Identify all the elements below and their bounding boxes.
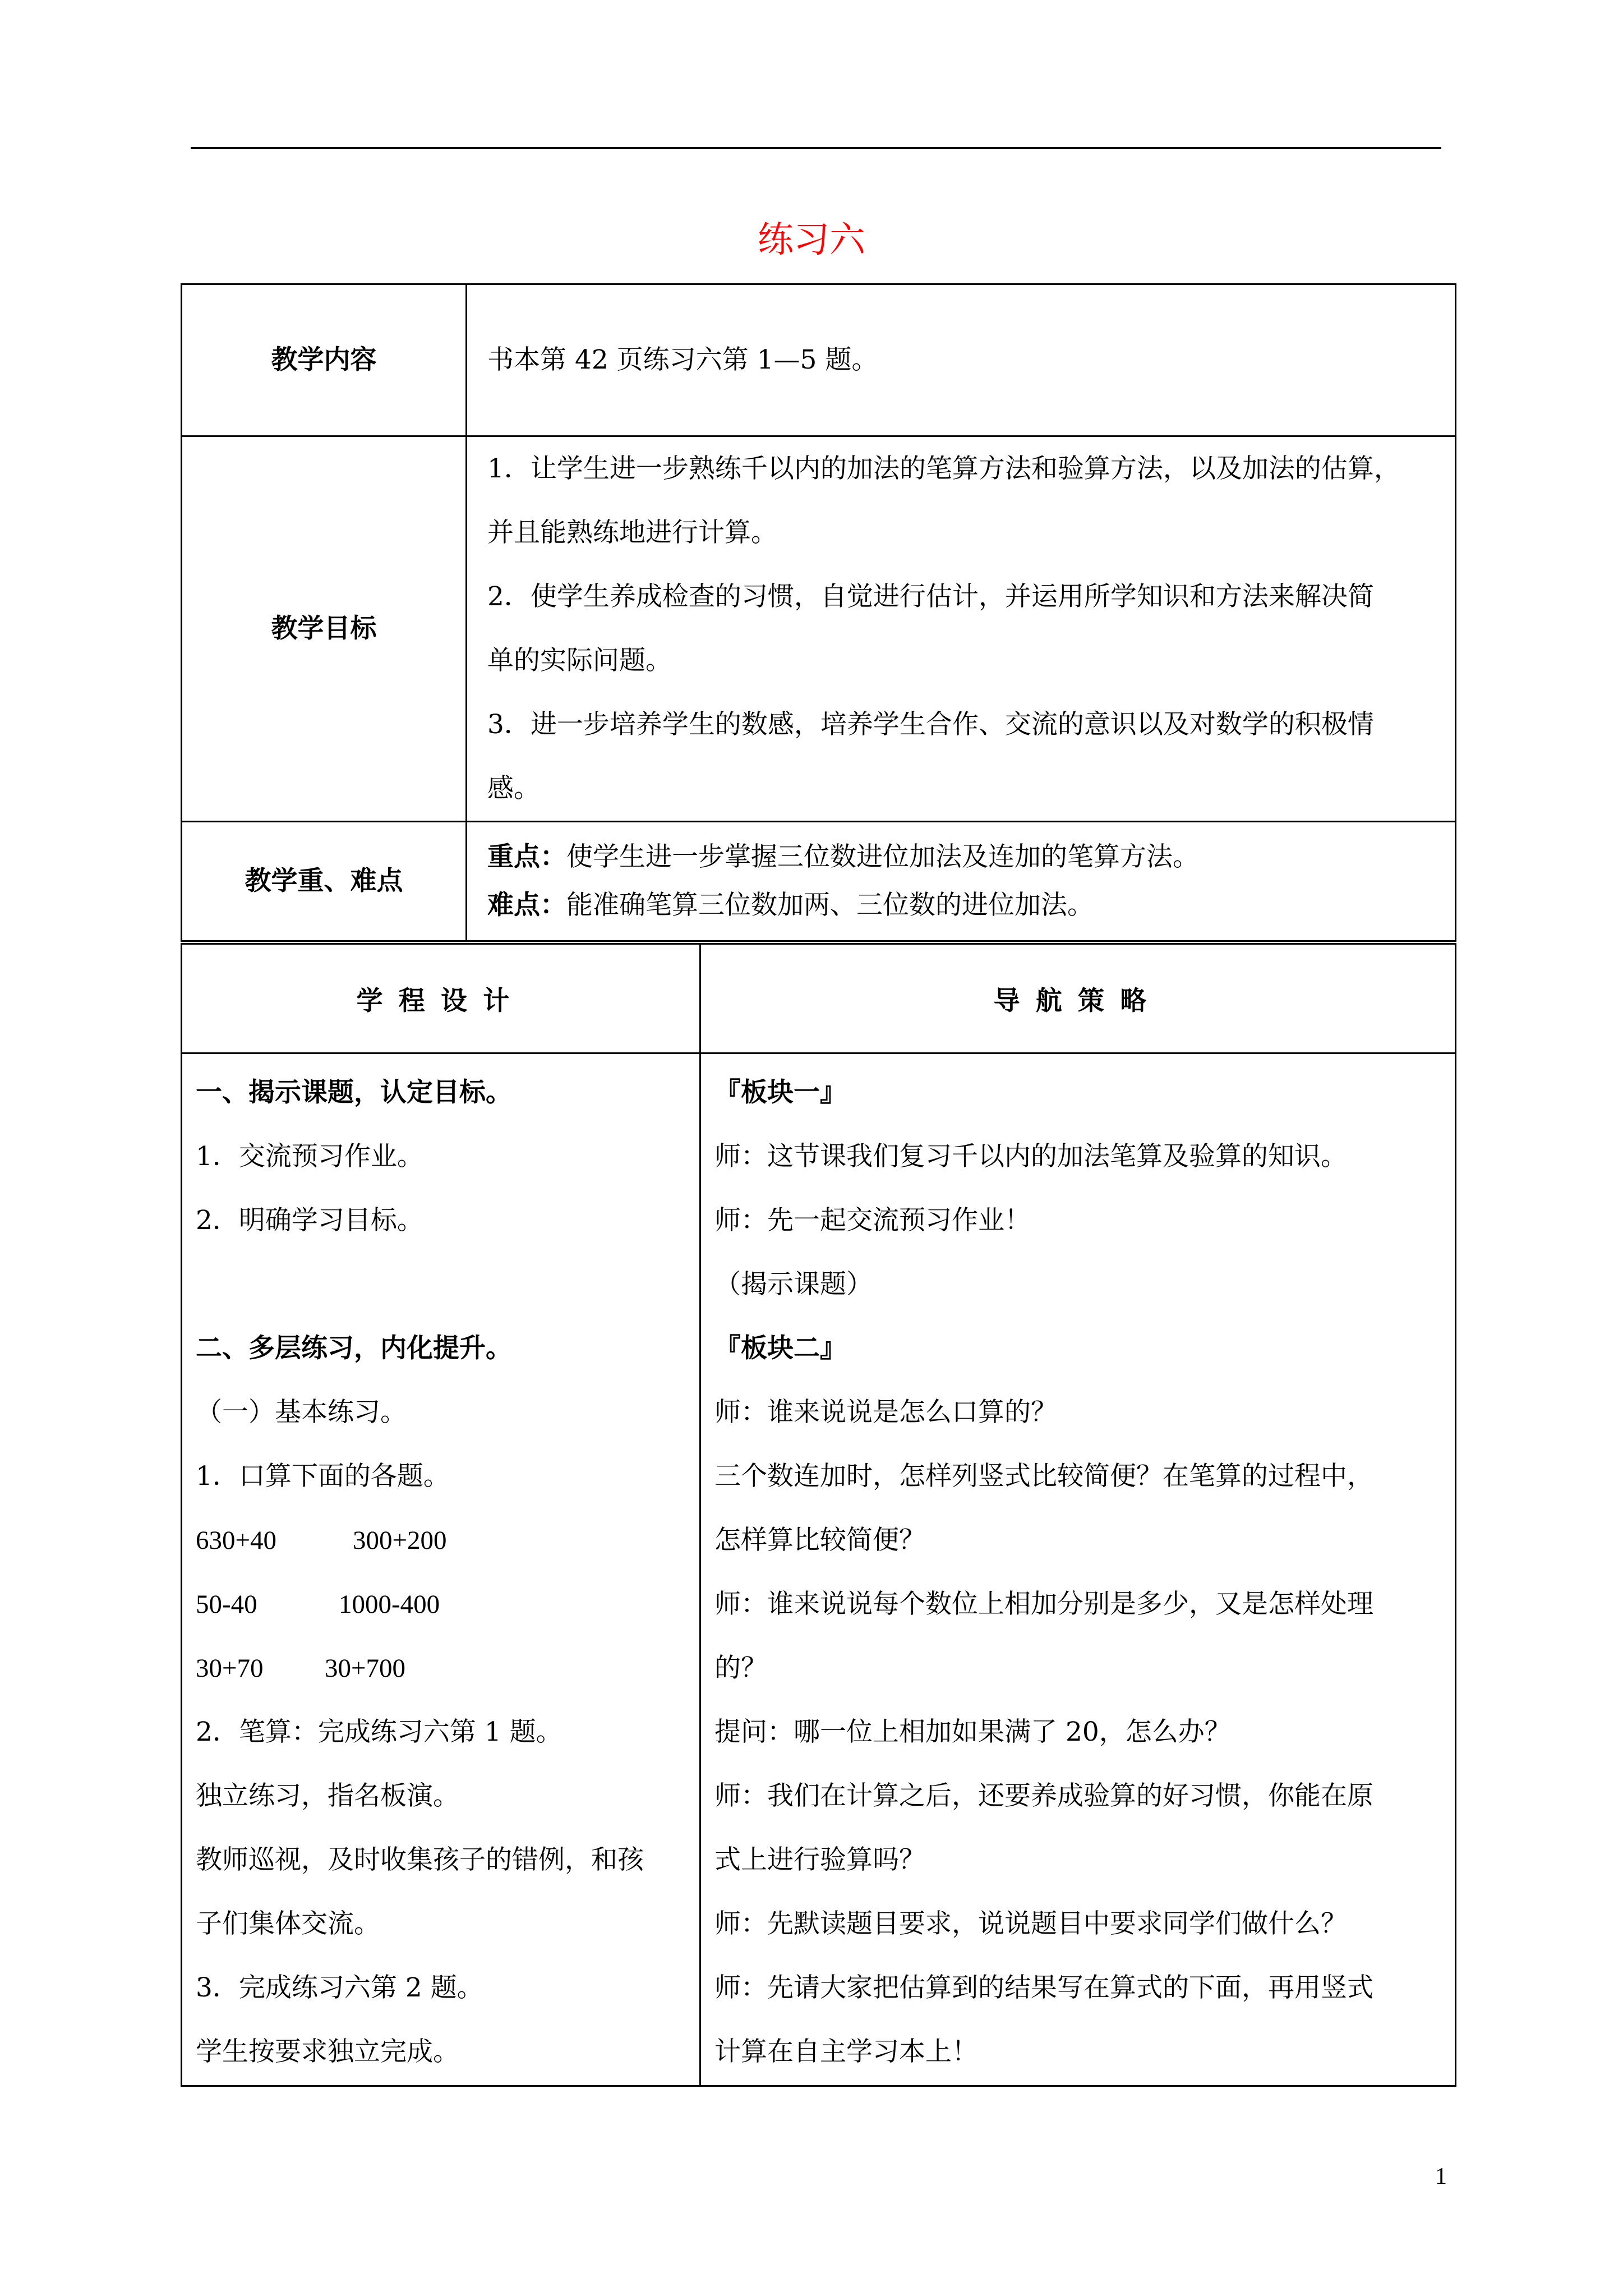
navigation-strategy-column [700, 1053, 1456, 2086]
process-line: 子们集体交流。 [196, 1908, 380, 1939]
learning-process-column [182, 1053, 700, 2086]
process-line: 1．交流预习作业。 [196, 1141, 423, 1172]
strategy-line: 提问：哪一位上相加如果满了 20，怎么办？ [714, 1717, 1231, 1747]
page-title: 练习六 [758, 219, 865, 261]
strategy-line: 师：先默读题目要求，说说题目中要求同学们做什么？ [714, 1908, 1347, 1939]
key-point-text: 使学生进一步掌握三位数进位加法及连加的笔算方法。 [566, 841, 1199, 872]
goal-line: 并且能熟练地进行计算。 [487, 517, 777, 548]
blank-line [196, 1253, 688, 1317]
difficulty-line [487, 881, 1449, 930]
teaching-goals-label: 教学目标 [182, 436, 467, 822]
process-line: （一）基本练习。 [196, 1397, 407, 1428]
oral-problem: 50-40 [196, 1590, 257, 1619]
row-key-difficult-points [182, 822, 1456, 941]
design-header-row [182, 944, 1456, 1053]
oral-problem: 300+200 [353, 1526, 447, 1555]
process-line: 3．完成练习六第 2 题。 [196, 1972, 483, 2003]
teaching-goals-text [467, 436, 1456, 822]
key-points-label: 教学重、难点 [182, 822, 467, 941]
strategy-line: 三个数连加时，怎样列竖式比较简便？在笔算的过程中， [714, 1461, 1373, 1492]
block-heading: 『板块一』 [714, 1077, 846, 1108]
oral-problem-row [196, 1508, 688, 1572]
strategy-line: 师：我们在计算之后，还要养成验算的好习惯，你能在原 [714, 1780, 1373, 1811]
section-heading: 一、揭示课题，认定目标。 [196, 1077, 512, 1108]
process-line: 2．笔算：完成练习六第 1 题。 [196, 1717, 562, 1747]
strategy-line: 师：先请大家把估算到的结果写在算式的下面，再用竖式 [714, 1972, 1373, 2003]
process-line: 独立练习，指名板演。 [196, 1780, 459, 1811]
page-number: 1 [1435, 2164, 1447, 2189]
lesson-info-table [181, 283, 1456, 942]
difficulty-text: 能准确笔算三位数加两、三位数的进位加法。 [566, 890, 1094, 921]
oral-problem-row [196, 1636, 688, 1700]
header-rule [191, 147, 1441, 149]
key-points-text [467, 822, 1456, 941]
strategy-line: 式上进行验算吗？ [714, 1844, 925, 1875]
goal-line: 1．让学生进一步熟练千以内的加法的笔算方法和验算方法，以及加法的估算， [487, 453, 1400, 484]
goal-line: 感。 [487, 773, 540, 804]
lesson-design-table [181, 943, 1456, 2087]
process-line: 教师巡视，及时收集孩子的错例，和孩 [196, 1844, 644, 1875]
teaching-content-text: 书本第 42 页练习六第 1—5 题。 [467, 284, 1456, 436]
strategy-line: 怎样算比较简便？ [714, 1525, 925, 1556]
strategy-line: 师：这节课我们复习千以内的加法笔算及验算的知识。 [714, 1141, 1347, 1172]
oral-problem: 630+40 [196, 1526, 277, 1555]
block-heading: 『板块二』 [714, 1333, 846, 1364]
oral-problem: 1000-400 [339, 1590, 440, 1619]
goal-line: 单的实际问题。 [487, 645, 672, 676]
strategy-line: 计算在自主学习本上！ [714, 2036, 978, 2067]
oral-problem-row [196, 1572, 688, 1636]
process-line: 2．明确学习目标。 [196, 1205, 423, 1236]
strategy-line: 师：谁来说说是怎么口算的？ [714, 1397, 1057, 1428]
strategy-line: （揭示课题） [714, 1269, 873, 1300]
oral-problem: 30+700 [325, 1654, 406, 1683]
teaching-content-label: 教学内容 [182, 284, 467, 436]
strategy-line: 师：谁来说说每个数位上相加分别是多少，又是怎样处理 [714, 1589, 1373, 1619]
navigation-strategy-header: 导航策略 [700, 944, 1456, 1053]
strategy-line: 的？ [714, 1653, 767, 1683]
design-body-row [182, 1053, 1456, 2086]
learning-process-header: 学程设计 [182, 944, 700, 1053]
section-heading: 二、多层练习，内化提升。 [196, 1333, 512, 1364]
process-line: 学生按要求独立完成。 [196, 2036, 459, 2067]
goal-line: 2．使学生养成检查的习惯，自觉进行估计，并运用所学知识和方法来解决简 [487, 581, 1374, 612]
process-line: 1．口算下面的各题。 [196, 1461, 450, 1492]
goal-line: 3．进一步培养学生的数感，培养学生合作、交流的意识以及对数学的积极情 [487, 709, 1374, 740]
difficulty-label: 难点： [487, 890, 566, 921]
key-point-line [487, 833, 1449, 881]
row-teaching-goals [182, 436, 1456, 822]
key-point-label: 重点： [487, 841, 566, 872]
oral-problem: 30+70 [196, 1654, 264, 1683]
strategy-line: 师：先一起交流预习作业！ [714, 1205, 1031, 1236]
row-teaching-content [182, 284, 1456, 436]
